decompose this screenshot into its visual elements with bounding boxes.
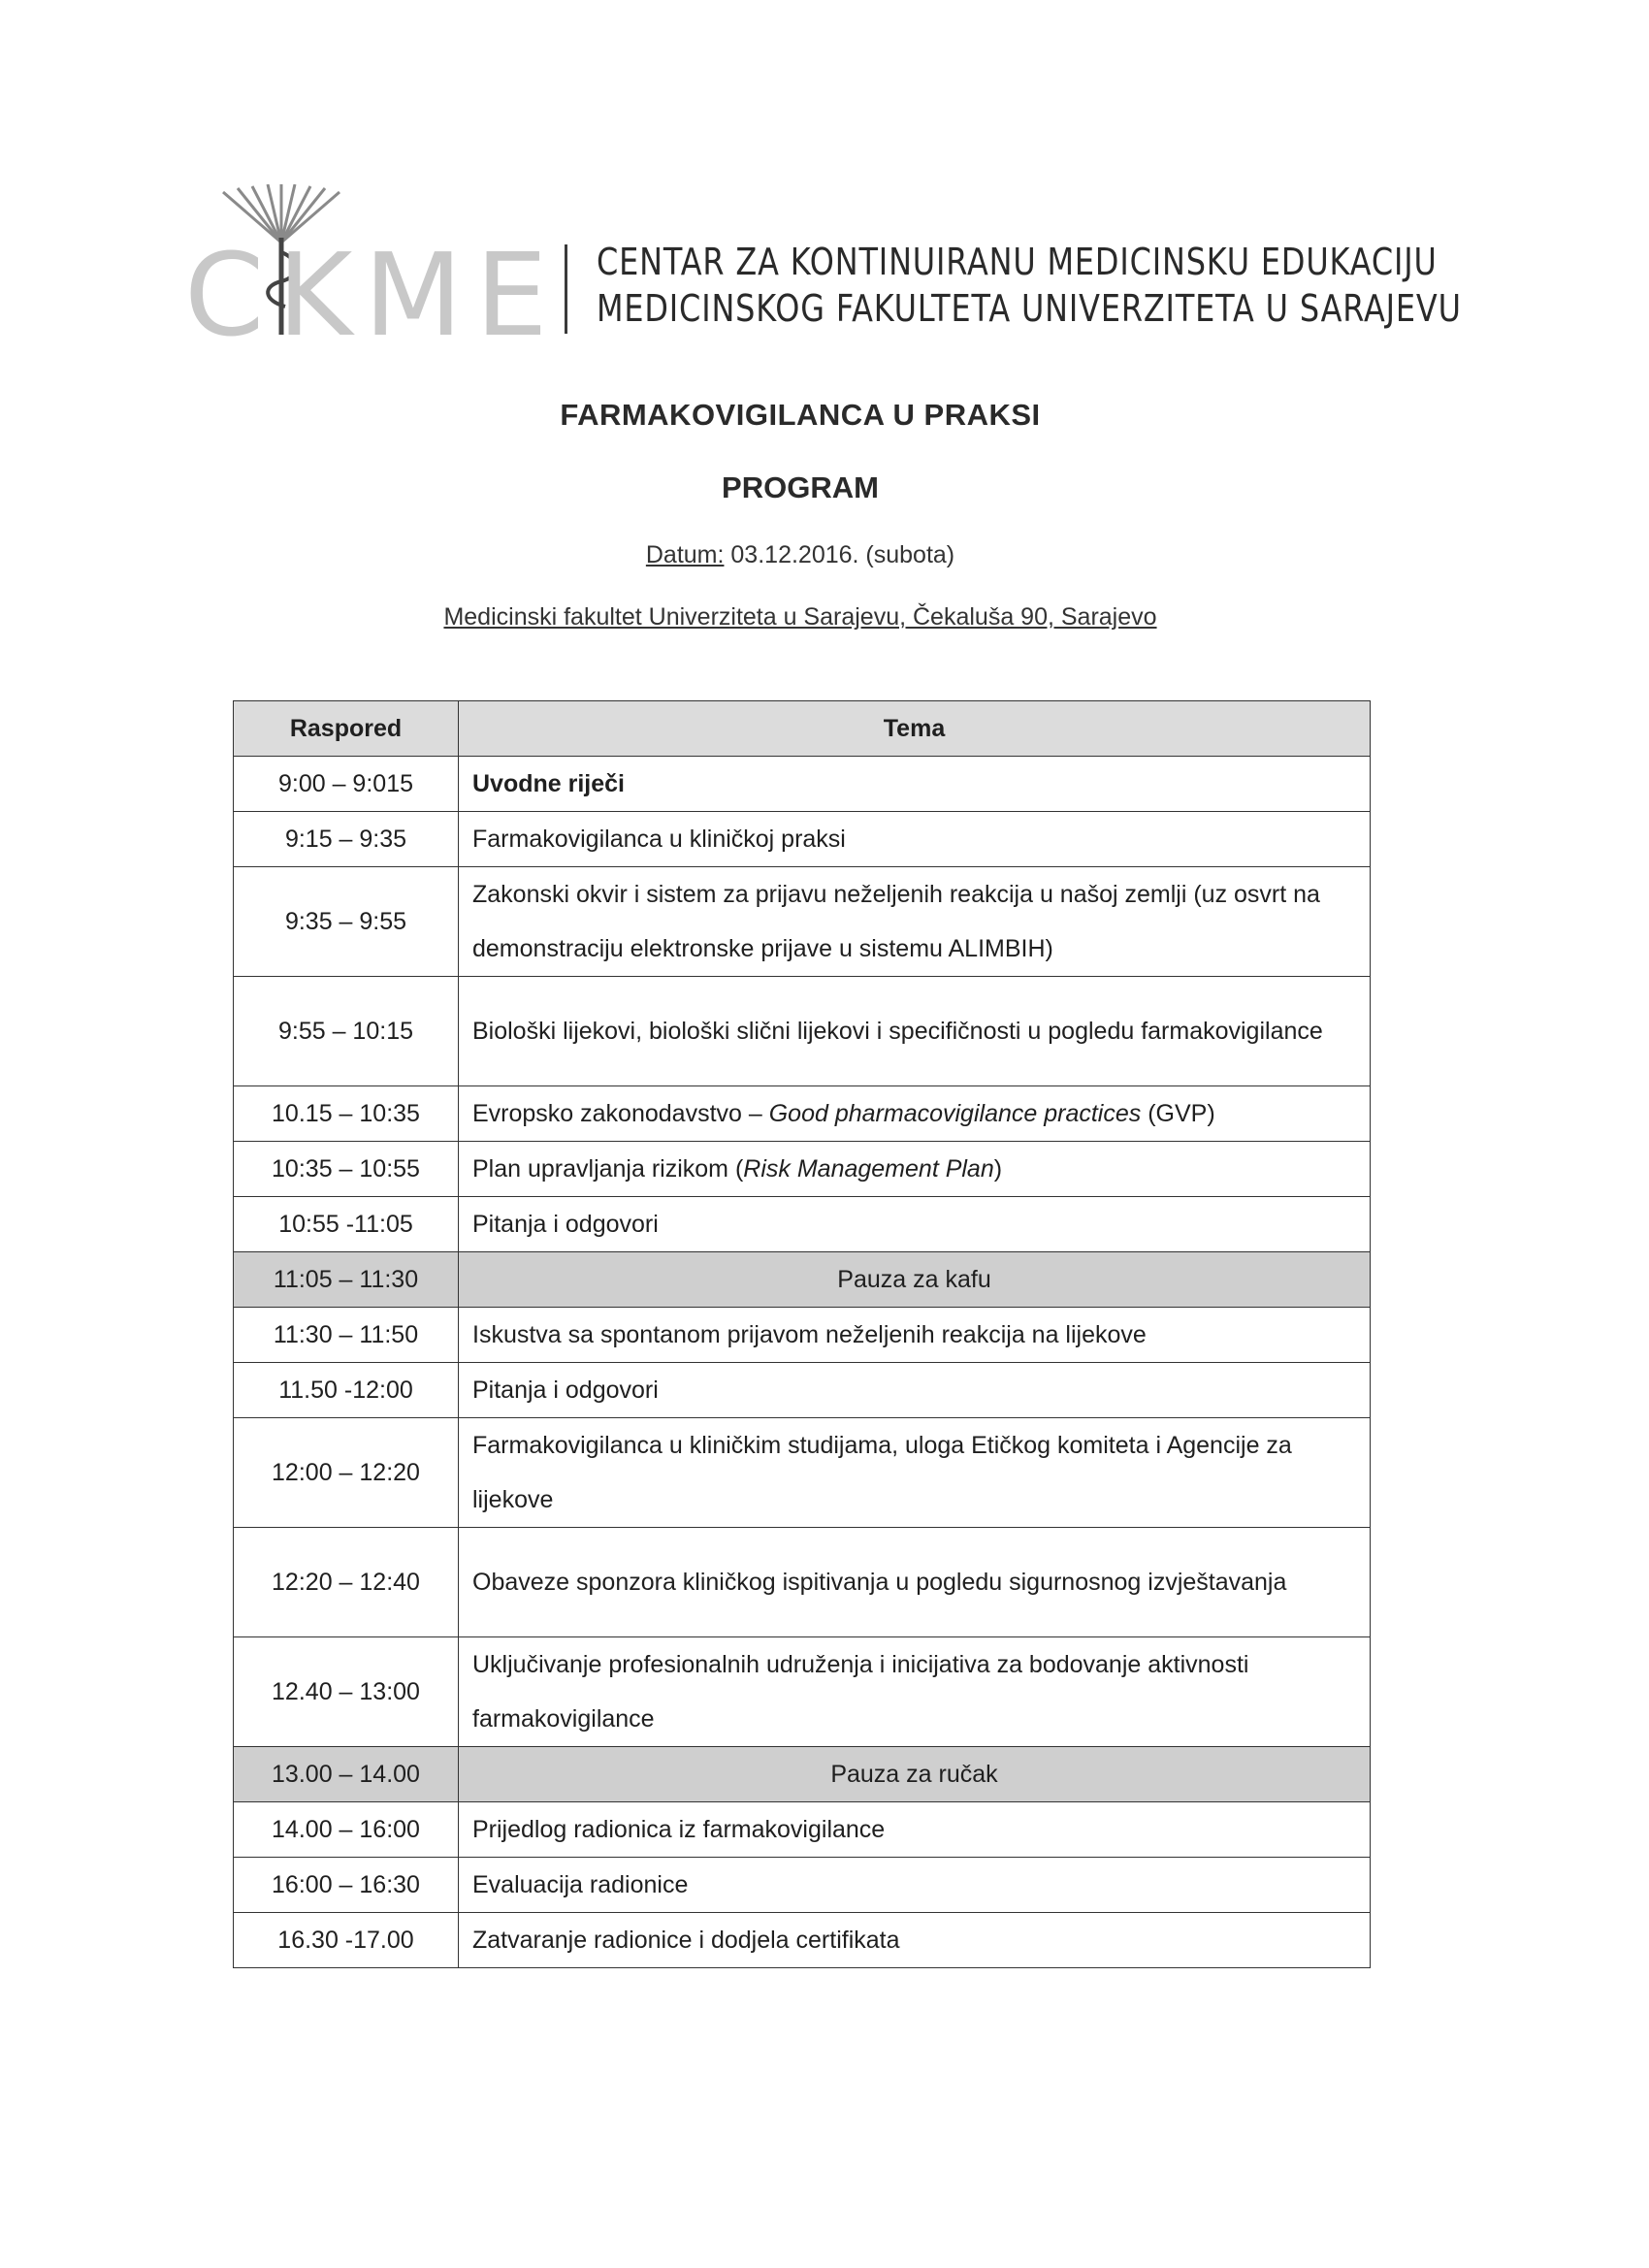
row-topic: Pitanja i odgovori (459, 1363, 1371, 1418)
schedule-table (233, 700, 1371, 1968)
svg-text:E: E (475, 228, 548, 349)
row-topic: Prijedlog radionica iz farmakovigilance (459, 1802, 1371, 1858)
table-row (234, 867, 1371, 977)
row-time: 10:55 -11:05 (234, 1197, 459, 1252)
row-time: 12:20 – 12:40 (234, 1528, 459, 1637)
org-line-1: CENTAR ZA KONTINUIRANU MEDICINSKU EDUKACIJU (597, 241, 1438, 283)
table-header-row (234, 701, 1371, 757)
row-time: 11:30 – 11:50 (234, 1308, 459, 1363)
table-row (234, 1637, 1371, 1747)
header-divider (565, 244, 567, 334)
row-topic: Zakonski okvir i sistem za prijavu neželjenih reakcija u našoj zemlji (uz osvrt na demonstraciju elektronske prijave u sistemu ALIMBIH) (459, 867, 1371, 977)
row-time: 12.40 – 13:00 (234, 1637, 459, 1747)
svg-text:C: C (184, 228, 265, 349)
row-time: 13.00 – 14.00 (234, 1747, 459, 1802)
topic-text: Plan upravljanja rizikom ( (472, 1154, 744, 1183)
ckme-logo (184, 184, 592, 349)
table-row (234, 1086, 1371, 1142)
column-header-time: Raspored (234, 701, 459, 757)
row-time: 14.00 – 16:00 (234, 1802, 459, 1858)
row-time: 9:55 – 10:15 (234, 977, 459, 1086)
row-time: 9:00 – 9:015 (234, 757, 459, 812)
table-row (234, 1418, 1371, 1528)
document-subtitle: PROGRAM (722, 470, 879, 504)
table-row (234, 1308, 1371, 1363)
row-time: 16:00 – 16:30 (234, 1858, 459, 1913)
column-header-topic: Tema (459, 701, 1371, 757)
table-row (234, 1197, 1371, 1252)
table-row (234, 1528, 1371, 1637)
svg-text:K: K (277, 228, 353, 349)
row-time: 9:15 – 9:35 (234, 812, 459, 867)
event-location (0, 603, 1600, 632)
row-topic (459, 1142, 1371, 1197)
table-row (234, 812, 1371, 867)
document-header (184, 184, 1484, 349)
topic-text: (GVP) (1141, 1099, 1215, 1127)
row-time: 10.15 – 10:35 (234, 1086, 459, 1142)
table-row (234, 1913, 1371, 1968)
row-topic: Evaluacija radionice (459, 1858, 1371, 1913)
row-topic: Pitanja i odgovori (459, 1197, 1371, 1252)
table-row (234, 757, 1371, 812)
row-time: 16.30 -17.00 (234, 1913, 459, 1968)
topic-italic: Risk Management Plan (743, 1154, 994, 1183)
topic-text: ) (993, 1154, 1003, 1183)
row-topic: Farmakovigilanca u kliničkoj praksi (459, 812, 1371, 867)
date-value: 03.12.2016. (subota) (730, 541, 955, 568)
organization-name (597, 239, 1462, 332)
row-topic: Pauza za kafu (459, 1252, 1371, 1308)
row-topic: Zatvaranje radionice i dodjela certifikata (459, 1913, 1371, 1968)
event-date (0, 541, 1600, 569)
table-row (234, 977, 1371, 1086)
svg-text:M: M (364, 228, 463, 349)
row-time: 9:35 – 9:55 (234, 867, 459, 977)
table-row (234, 1802, 1371, 1858)
ckme-logo-graphic (184, 184, 592, 349)
document-title: FARMAKOVIGILANCA U PRAKSI (560, 398, 1041, 432)
break-row (234, 1252, 1371, 1308)
row-time: 11:05 – 11:30 (234, 1252, 459, 1308)
row-topic: Pauza za ručak (459, 1747, 1371, 1802)
row-topic: Obaveze sponzora kliničkog ispitivanja u pogledu sigurnosnog izvještavanja (459, 1528, 1371, 1637)
date-label: Datum: (645, 541, 725, 568)
org-line-2: MEDICINSKOG FAKULTETA UNIVERZITETA U SARAJEVU (597, 287, 1462, 330)
row-topic: Uvodne riječi (459, 757, 1371, 812)
row-time: 10:35 – 10:55 (234, 1142, 459, 1197)
break-row (234, 1747, 1371, 1802)
table-row (234, 1858, 1371, 1913)
topic-text: Evropsko zakonodavstvo – (472, 1099, 769, 1127)
row-topic: Farmakovigilanca u kliničkim studijama, uloga Etičkog komiteta i Agencije za lijekove (459, 1418, 1371, 1528)
row-topic (459, 1086, 1371, 1142)
row-topic: Biološki lijekovi, biološki slični lijekovi i specifičnosti u pogledu farmakovigilance (459, 977, 1371, 1086)
table-row (234, 1363, 1371, 1418)
row-topic: Uključivanje profesionalnih udruženja i inicijativa za bodovanje aktivnosti farmakovigilance (459, 1637, 1371, 1747)
table-row (234, 1142, 1371, 1197)
row-topic: Iskustva sa spontanom prijavom neželjenih reakcija na lijekove (459, 1308, 1371, 1363)
row-time: 12:00 – 12:20 (234, 1418, 459, 1528)
topic-italic: Good pharmacovigilance practices (768, 1099, 1142, 1127)
location-text: Medicinski fakultet Univerziteta u Sarajevu, Čekaluša 90, Sarajevo (443, 603, 1157, 631)
row-time: 11.50 -12:00 (234, 1363, 459, 1418)
